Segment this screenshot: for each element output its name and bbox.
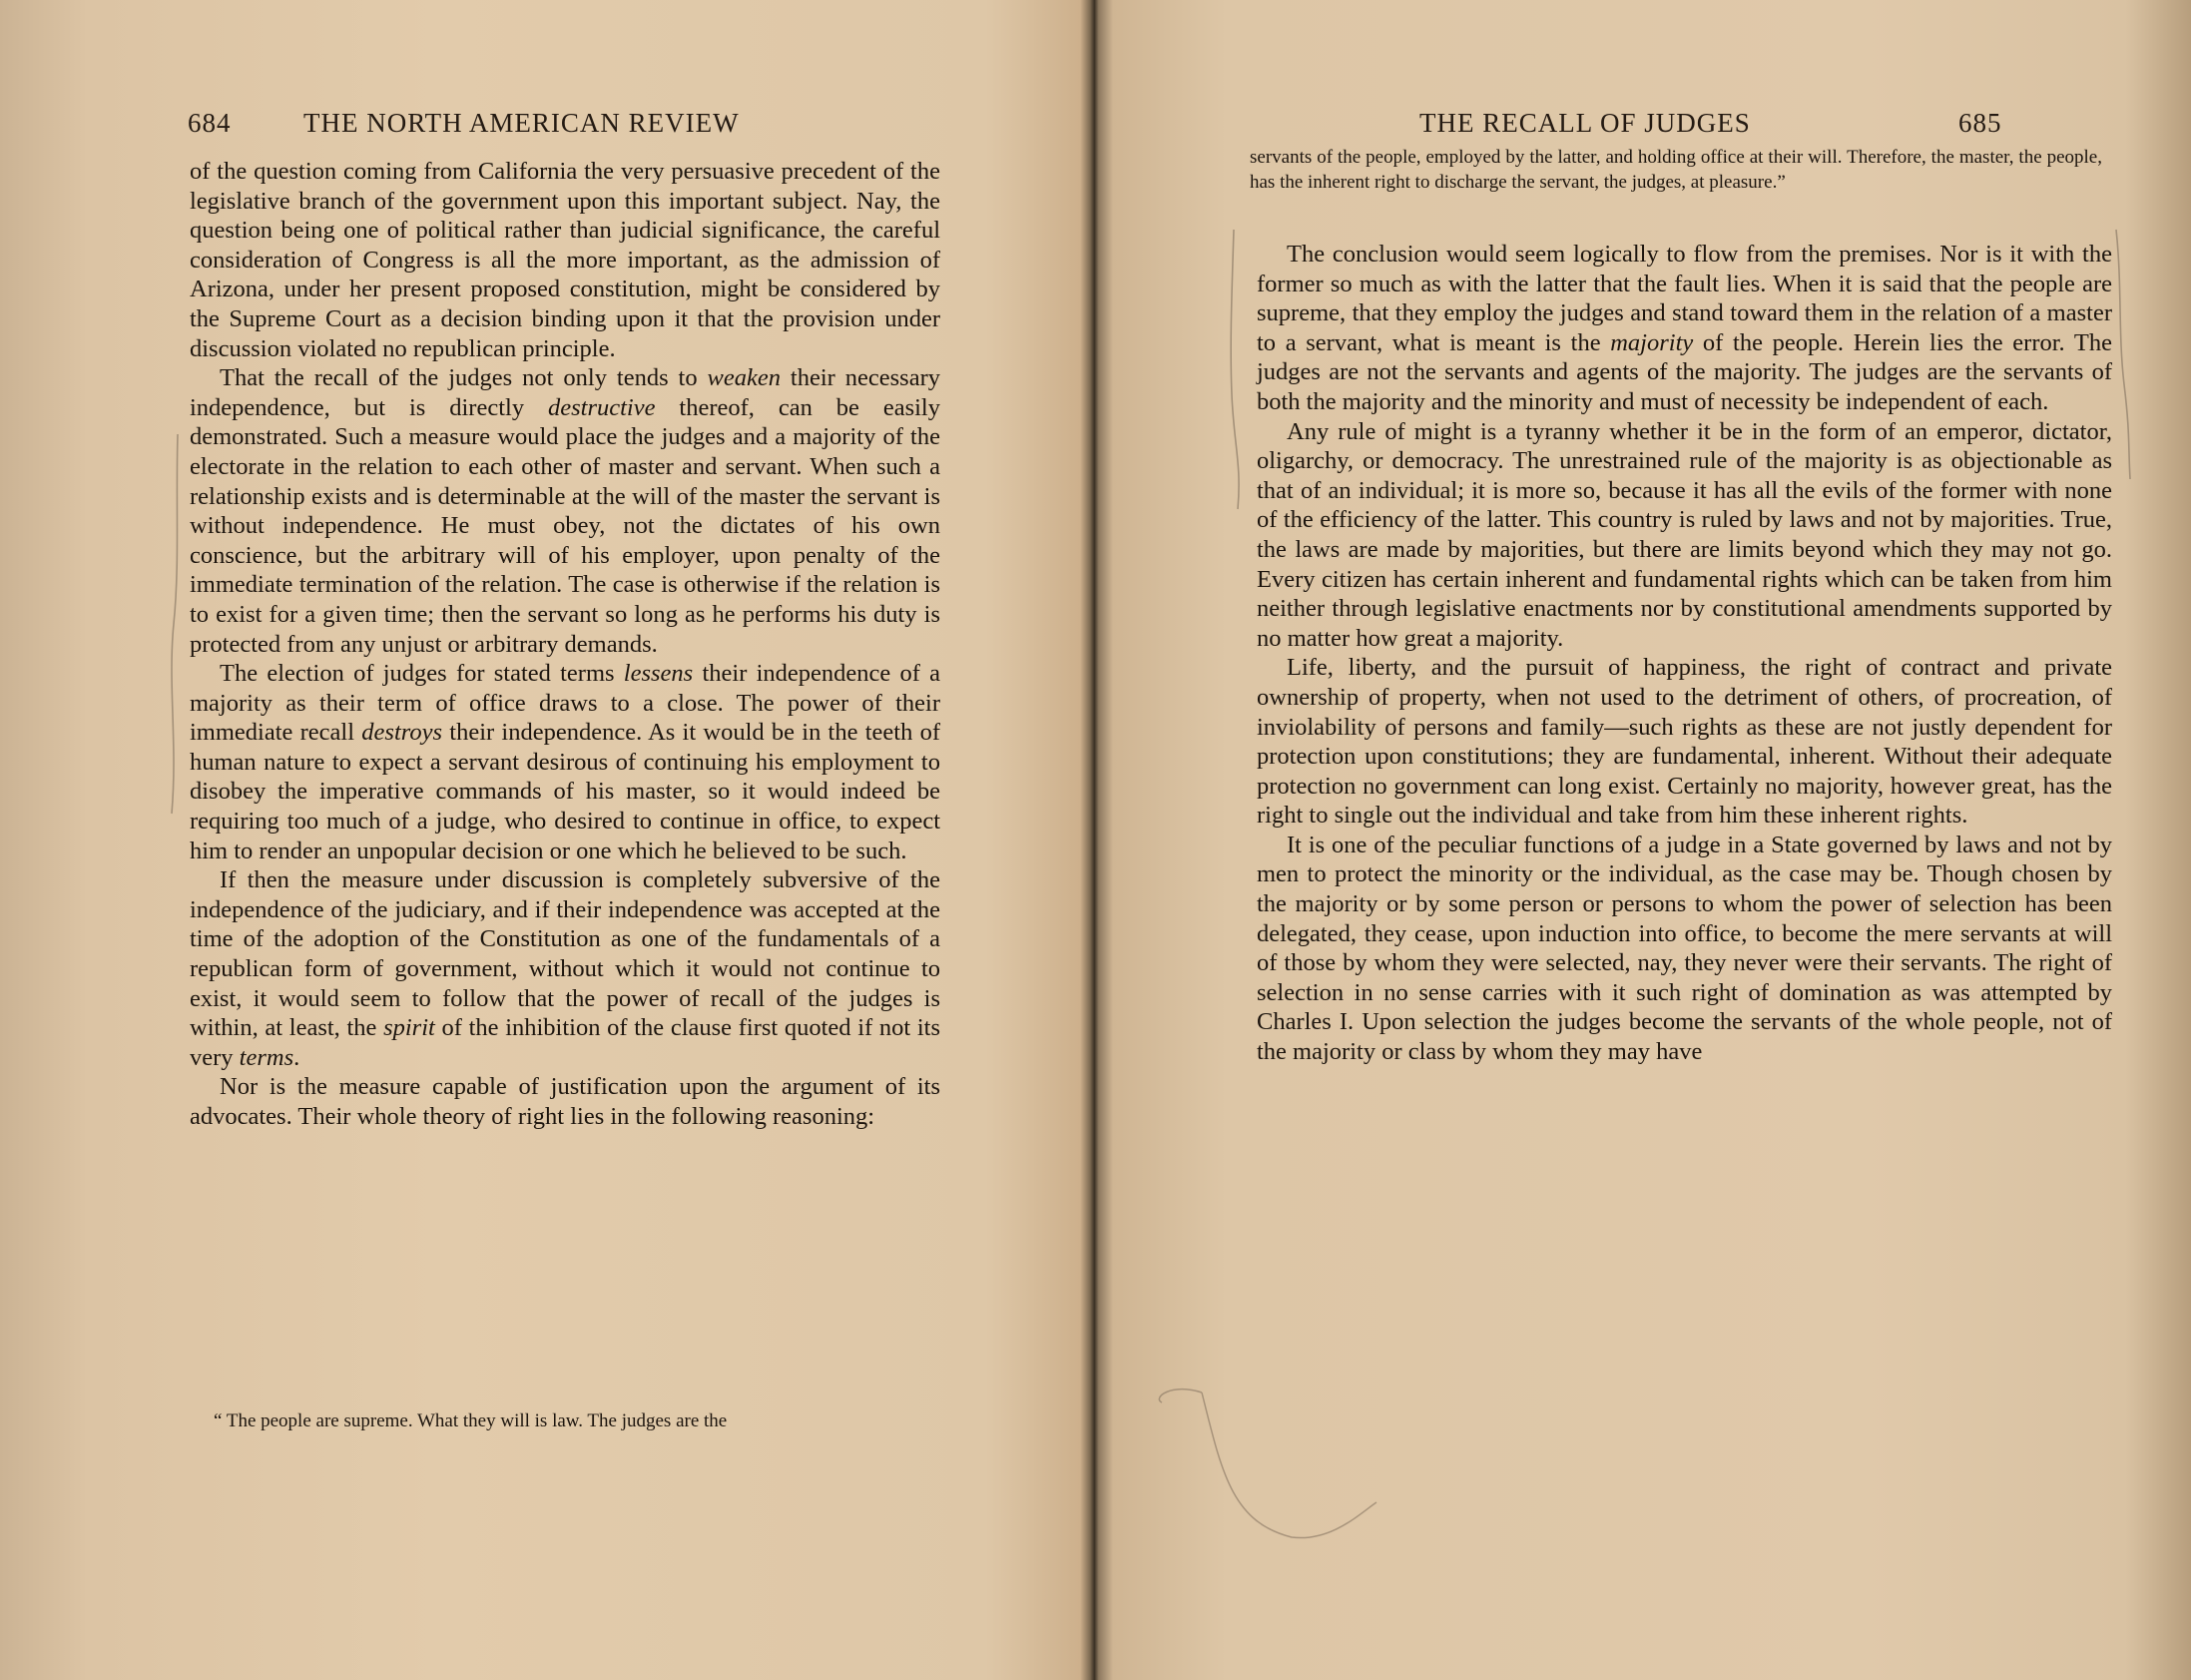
text-run: of the inhibition of the clause first quoted if not its very (190, 1014, 940, 1071)
text-run: The election of judges for stated terms (220, 660, 624, 688)
text-run: Life, liberty, and the pursuit of happiness, the right of contract and private ownership of property, when not used to the detriment of others, of procreation, of inviolability of persons and family—such rights as these are not justly dependent for protection upon constitutions; they are fundamental, inherent. Without their adequate protection no government can long exist. Certainly no majority, however great, has the right to single out the individual and take from him these inherent rights. (1257, 654, 2112, 830)
text-run: their independence of a majority as their term of office draws to a close. The power of their immediate recall (190, 660, 941, 747)
pencil-margin-mark-right-right (2108, 225, 2148, 484)
text-run: . (293, 1043, 300, 1071)
left-quote-text: “ The people are supreme. What they will is law. The judges are the (214, 1410, 728, 1431)
right-page-number: 685 (1958, 108, 2002, 138)
text-run: Nor is the measure capable of justification upon the argument of its advocates. Their whole theory of right lies in the following reasoning: (190, 1073, 940, 1130)
right-body-text (1257, 240, 2112, 1067)
pencil-scribble-mark (1142, 1353, 1421, 1552)
left-paragraph (190, 157, 940, 363)
left-paragraph (190, 363, 940, 659)
right-paragraph (1257, 417, 2112, 654)
text-run: their necessary independence, but is directly (190, 364, 940, 421)
italic-run: weaken (707, 364, 781, 392)
italic-run: terms (239, 1043, 294, 1071)
text-run: It is one of the peculiar functions of a judge in a State governed by laws and not by men to protect the minority or the individual, as the case may be. Though chosen by the majority or by some person or persons to whom the power of selection has been delegated, they cease, upon induction into office, to become the mere servants at will of those by whom they were selected, nay, they never were their servants. The right of selection in no sense carries with it such right of domination as was attempted by Charles I. Upon selection the judges become the servants of the whole people, not of the majority or class by whom they may have (1257, 831, 2112, 1066)
text-run: thereof, can be easily demonstrated. Such a measure would place the judges and a majority of the electorate in the relation to each other of master and servant. When such a relationship exists and is determinable at the will of the master the servant is without independence. He must obey, not the dictates of his own conscience, but the arbitrary will of his employer, upon penalty of the immediate termination of the relation. The case is otherwise if the relation is to exist for a given time; then the servant so long as he performs his duty is protected from any unjust or arbitrary demands. (190, 393, 940, 658)
italic-run: majority (1610, 328, 1694, 356)
text-run: If then the measure under discussion is completely subversive of the independence of the judiciary, and if their independence was accepted at the time of the adoption of the Constitution as one of the fundamentals of a republican form of government, without which it would not continue to exist, it would seem to follow that the power of recall of the judges is within, at least, the (190, 866, 940, 1042)
text-run: of the question coming from California the very persuasive precedent of the legislative branch of the government upon this important subject. Nay, the question being one of political rather than judicial significance, the careful consideration of Congress is all the more important, as the admission of Arizona, under her present proposed constitution, might be considered by the Supreme Court as a decision binding upon it that the provision under discussion violated no republican principle. (190, 158, 940, 362)
left-body-text (190, 157, 940, 1132)
right-paragraph (1257, 653, 2112, 831)
text-run: Any rule of might is a tyranny whether it be in the form of an emperor, dictator, oligarchy, or democracy. The unrestrained rule of the majority is as objectionable as that of an individual; it is more so, because it has all the evils of the former with none of the efficiency of the latter. This country is ruled by laws and not by majorities. True, the laws are made by majorities, but there are limits beyond which they may not go. Every citizen has certain inherent and fundamental rights which can be taken from him neither through legislative enactments nor by constitutional amendments supported by no matter how great a majority. (1257, 417, 2112, 652)
italic-run: lessens (623, 660, 694, 688)
right-paragraph (1257, 831, 2112, 1067)
pencil-margin-mark-right-left (1218, 225, 1258, 514)
left-running-title: THE NORTH AMERICAN REVIEW (303, 108, 740, 138)
text-run: of the people. Herein lies the error. The judges are not the servants and agents of the majority. The judges are the servants of both the majority and the minority and must of necessity be independent of each. (1257, 328, 2112, 415)
italic-run: spirit (383, 1014, 435, 1042)
right-quote-text: servants of the people, employed by the latter, and holding office at their will. Therefore, the master, the people, has the inherent right to discharge the servant, the judges, at pleasure.” (1250, 147, 2102, 193)
italic-run: destructive (548, 393, 656, 421)
text-run: That the recall of the judges not only tends to (220, 364, 708, 392)
right-block-quote (1250, 145, 2102, 195)
left-paragraph (190, 659, 940, 865)
right-running-title: THE RECALL OF JUDGES (1419, 108, 1751, 138)
left-paragraph (190, 1072, 940, 1131)
right-page (1102, 0, 2191, 1680)
left-block-quote (214, 1408, 940, 1433)
text-run: The conclusion would seem logically to flow from the premises. Nor is it with the former so much as with the latter that the fault lies. When it is said that the people are supreme, that they employ the judges and stand toward them in the relation of a master to a servant, what is meant is the (1257, 241, 2112, 356)
right-paragraph (1257, 240, 2112, 417)
text-run: their independence. As it would be in the teeth of human nature to expect a servant desirous of continuing his employment to disobey the imperative commands of his master, so it would indeed be requiring too much of a judge, who desired to continue in office, to expect him to render an unpopular decision or one which he believed to be such. (190, 719, 940, 864)
italic-run: destroys (361, 719, 443, 747)
left-page-number: 684 (188, 108, 232, 138)
left-paragraph (190, 865, 940, 1072)
left-page (0, 0, 1088, 1680)
